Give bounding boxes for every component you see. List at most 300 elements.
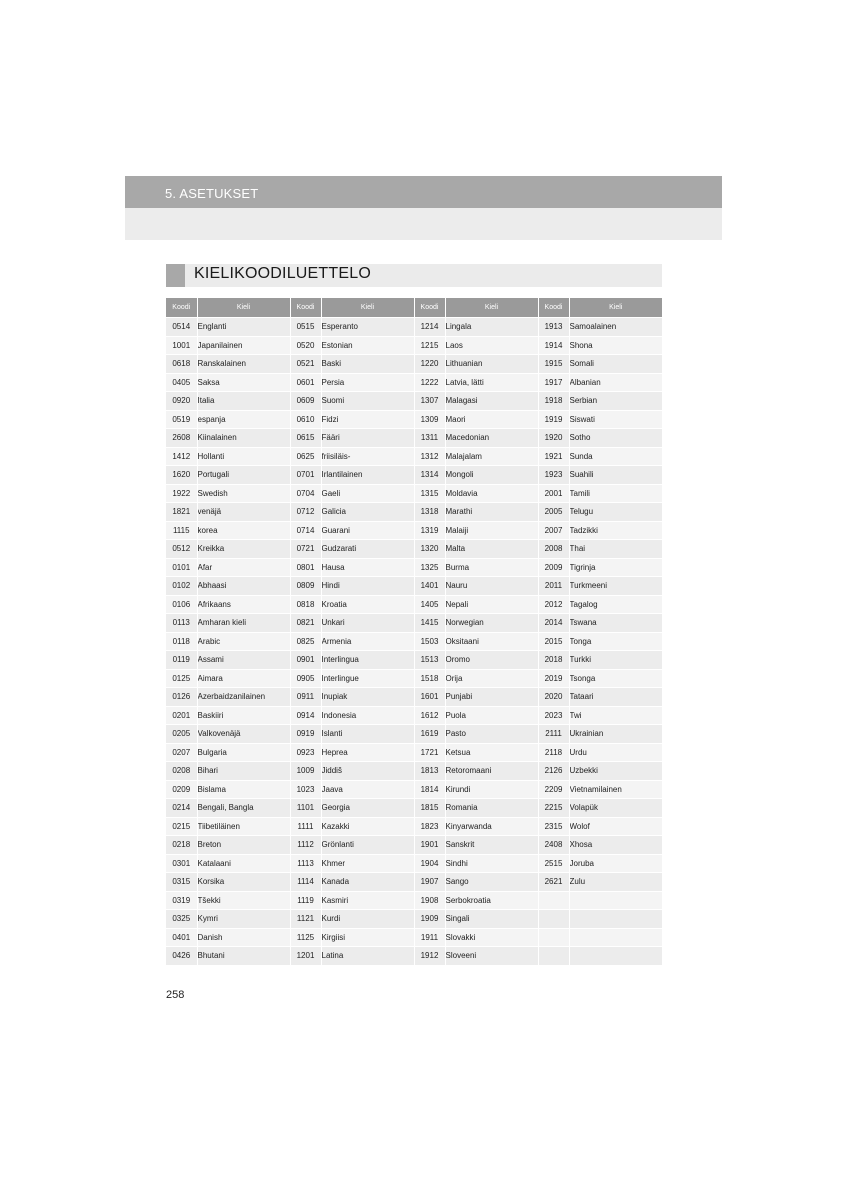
language-name-cell: Georgia [321,799,414,818]
language-name-cell: Hausa [321,558,414,577]
title-marker [166,264,185,287]
language-name-cell: Kasmiri [321,891,414,910]
language-code-cell: 0426 [166,947,197,965]
language-code-cell: 1415 [414,614,445,633]
language-code-cell: 1619 [414,725,445,744]
language-code-cell: 2014 [538,614,569,633]
language-name-cell: Fidzi [321,410,414,429]
language-code-cell: 1201 [290,947,321,965]
table-row [166,651,662,670]
language-code-cell: 2608 [166,429,197,448]
language-name-cell: Irlantilainen [321,466,414,485]
language-code-cell: 0209 [166,780,197,799]
language-name-cell: Kurdi [321,910,414,929]
language-code-cell: 1911 [414,928,445,947]
language-code-cell: 1601 [414,688,445,707]
table-row [166,373,662,392]
language-name-cell: Breton [197,836,290,855]
language-name-cell: Malta [445,540,538,559]
language-name-cell: Persia [321,373,414,392]
language-name-cell: Sotho [569,429,662,448]
language-code-cell: 0901 [290,651,321,670]
language-code-cell: 1904 [414,854,445,873]
table-row [166,706,662,725]
language-name-cell: Burma [445,558,538,577]
language-name-cell: Kinyarwanda [445,817,538,836]
language-code-cell: 1311 [414,429,445,448]
language-name-cell: Kreikka [197,540,290,559]
language-name-cell: Pasto [445,725,538,744]
language-name-cell: Tsonga [569,669,662,688]
table-header-row [166,298,662,318]
language-code-cell: 0521 [290,355,321,374]
table-row [166,577,662,596]
table-row [166,688,662,707]
language-code-cell: 0405 [166,373,197,392]
language-name-cell: Kymri [197,910,290,929]
language-name-cell: Inupiak [321,688,414,707]
table-row [166,503,662,522]
language-name-cell: Tadzikki [569,521,662,540]
language-code-cell: 1923 [538,466,569,485]
language-name-cell: Bhutani [197,947,290,965]
language-code-cell: 1315 [414,484,445,503]
language-code-cell: 1214 [414,318,445,337]
language-name-cell: Englanti [197,318,290,337]
language-code-cell: 1001 [166,336,197,355]
language-name-cell: Malagasi [445,392,538,411]
table-row [166,540,662,559]
language-code-cell: 0919 [290,725,321,744]
language-name-cell: Swedish [197,484,290,503]
language-code-cell: 2515 [538,854,569,873]
table-row [166,318,662,337]
language-code-cell: 2621 [538,873,569,892]
language-code-cell: 0401 [166,928,197,947]
language-name-cell: venäjä [197,503,290,522]
column-header: Koodi [414,298,445,318]
language-code-cell: 2018 [538,651,569,670]
language-name-cell: Oksitaani [445,632,538,651]
language-code-cell: 2015 [538,632,569,651]
language-name-cell: Armenia [321,632,414,651]
language-name-cell: Vietnamilainen [569,780,662,799]
language-name-cell: Sindhi [445,854,538,873]
language-name-cell: Thai [569,540,662,559]
language-name-cell: Maori [445,410,538,429]
language-name-cell: Heprea [321,743,414,762]
language-code-cell: 1901 [414,836,445,855]
language-name-cell: Tonga [569,632,662,651]
language-name-cell: Indonesia [321,706,414,725]
language-name-cell: Oromo [445,651,538,670]
language-code-cell: 0905 [290,669,321,688]
language-name-cell: Jaava [321,780,414,799]
language-name-cell: Turkki [569,651,662,670]
table-row [166,725,662,744]
table-row [166,873,662,892]
language-code-cell: 0625 [290,447,321,466]
language-code-cell: 0914 [290,706,321,725]
language-code-cell: 0809 [290,577,321,596]
language-code-cell: 1307 [414,392,445,411]
language-name-cell: Sanskrit [445,836,538,855]
language-name-cell: Lithuanian [445,355,538,374]
column-header: Kieli [197,298,290,318]
language-code-cell: 0315 [166,873,197,892]
language-code-cell: 1325 [414,558,445,577]
column-header: Kieli [445,298,538,318]
language-name-cell [569,947,662,965]
language-name-cell: Malajalam [445,447,538,466]
language-name-cell: Kroatia [321,595,414,614]
language-code-cell: 0821 [290,614,321,633]
language-name-cell: espanja [197,410,290,429]
language-code-cell: 1620 [166,466,197,485]
language-code-cell: 2118 [538,743,569,762]
language-code-cell: 0113 [166,614,197,633]
language-code-cell: 0118 [166,632,197,651]
language-code-cell: 1908 [414,891,445,910]
language-code-cell: 0923 [290,743,321,762]
language-code-cell: 2007 [538,521,569,540]
language-code-cell: 2019 [538,669,569,688]
language-code-cell: 1513 [414,651,445,670]
language-code-cell: 2012 [538,595,569,614]
language-name-cell: Shona [569,336,662,355]
language-name-cell: Samoalainen [569,318,662,337]
language-name-cell: Italia [197,392,290,411]
language-name-cell: Serbian [569,392,662,411]
language-name-cell: Kanada [321,873,414,892]
language-code-cell: 1115 [166,521,197,540]
language-name-cell: Macedonian [445,429,538,448]
table-row [166,743,662,762]
language-name-cell: Tšekki [197,891,290,910]
table-row [166,910,662,929]
language-name-cell: Fääri [321,429,414,448]
language-name-cell: Xhosa [569,836,662,855]
language-name-cell: Norwegian [445,614,538,633]
language-code-cell: 1318 [414,503,445,522]
language-code-cell: 1921 [538,447,569,466]
language-name-cell: Gaeli [321,484,414,503]
language-name-cell: Azerbaidzanilainen [197,688,290,707]
language-code-cell: 0601 [290,373,321,392]
language-name-cell: Korsika [197,873,290,892]
language-code-cell: 1220 [414,355,445,374]
language-code-cell: 0125 [166,669,197,688]
language-name-cell: Albanian [569,373,662,392]
language-name-cell: Afar [197,558,290,577]
language-name-cell: Guarani [321,521,414,540]
language-name-cell [569,910,662,929]
language-code-cell: 0704 [290,484,321,503]
language-name-cell: Danish [197,928,290,947]
language-code-cell: 0714 [290,521,321,540]
language-name-cell: Twi [569,706,662,725]
language-name-cell: Wolof [569,817,662,836]
language-name-cell: Tigrinja [569,558,662,577]
language-code-cell: 1913 [538,318,569,337]
table-row [166,854,662,873]
table-row [166,392,662,411]
language-name-cell: Baski [321,355,414,374]
page-number: 258 [166,989,185,1001]
language-code-cell: 0101 [166,558,197,577]
language-name-cell: Bulgaria [197,743,290,762]
language-code-cell: 2126 [538,762,569,781]
language-name-cell: Sloveeni [445,947,538,965]
language-code-cell: 1114 [290,873,321,892]
language-code-cell: 2215 [538,799,569,818]
language-name-cell: Katalaani [197,854,290,873]
language-code-cell: 1612 [414,706,445,725]
language-name-cell: Bihari [197,762,290,781]
column-header: Kieli [569,298,662,318]
language-code-cell: 0207 [166,743,197,762]
language-name-cell: Gudzarati [321,540,414,559]
language-code-cell [538,947,569,965]
language-name-cell [569,928,662,947]
language-name-cell: Joruba [569,854,662,873]
table-row [166,614,662,633]
column-header: Koodi [290,298,321,318]
language-name-cell: Siswati [569,410,662,429]
language-name-cell: Telugu [569,503,662,522]
language-code-cell: 2005 [538,503,569,522]
language-code-cell: 2408 [538,836,569,855]
language-code-cell: 1721 [414,743,445,762]
language-name-cell: Baskiiri [197,706,290,725]
language-name-cell: Singali [445,910,538,929]
table-row [166,521,662,540]
language-code-cell: 0520 [290,336,321,355]
language-code-cell: 1915 [538,355,569,374]
language-code-cell: 2009 [538,558,569,577]
language-code-cell: 0325 [166,910,197,929]
language-name-cell: korea [197,521,290,540]
language-code-cell: 2001 [538,484,569,503]
language-name-cell: Estonian [321,336,414,355]
language-code-cell: 1215 [414,336,445,355]
language-code-cell: 1121 [290,910,321,929]
table-row [166,780,662,799]
language-code-cell: 2008 [538,540,569,559]
table-row [166,762,662,781]
language-code-cell: 0610 [290,410,321,429]
language-code-cell: 1401 [414,577,445,596]
language-code-cell: 2023 [538,706,569,725]
language-name-cell: Lingala [445,318,538,337]
table-row [166,817,662,836]
language-code-cell: 0818 [290,595,321,614]
language-code-cell: 1101 [290,799,321,818]
language-name-cell: Kirundi [445,780,538,799]
table-row [166,484,662,503]
table-row [166,891,662,910]
language-name-cell: Zulu [569,873,662,892]
language-name-cell: friisiläis- [321,447,414,466]
table-row [166,447,662,466]
language-code-cell: 0721 [290,540,321,559]
language-code-cell: 0106 [166,595,197,614]
language-code-cell: 1309 [414,410,445,429]
table-row [166,336,662,355]
table-row [166,466,662,485]
language-code-cell: 1917 [538,373,569,392]
language-name-cell: Bislama [197,780,290,799]
language-code-cell: 0514 [166,318,197,337]
language-name-cell: Kiinalainen [197,429,290,448]
language-code-cell: 1405 [414,595,445,614]
language-code-cell: 1314 [414,466,445,485]
language-code-cell: 1914 [538,336,569,355]
column-header: Kieli [321,298,414,318]
language-name-cell: Suahili [569,466,662,485]
language-code-cell: 1312 [414,447,445,466]
language-code-table [166,298,662,965]
language-name-cell: Nepali [445,595,538,614]
language-code-cell: 1111 [290,817,321,836]
language-code-cell: 0615 [290,429,321,448]
language-code-cell: 0911 [290,688,321,707]
language-code-cell: 1412 [166,447,197,466]
language-name-cell: Kazakki [321,817,414,836]
language-name-cell: Sunda [569,447,662,466]
language-code-cell: 1319 [414,521,445,540]
language-name-cell: Malaiji [445,521,538,540]
language-name-cell: Uzbekki [569,762,662,781]
language-name-cell: Slovakki [445,928,538,947]
language-code-cell: 0319 [166,891,197,910]
language-code-cell: 1112 [290,836,321,855]
language-code-cell [538,910,569,929]
language-name-cell: Latvia, lätti [445,373,538,392]
language-code-cell: 1922 [166,484,197,503]
language-code-cell: 0515 [290,318,321,337]
language-name-cell: Japanilainen [197,336,290,355]
section-header [125,176,722,208]
table-row [166,947,662,965]
language-name-cell: Valkovenäjä [197,725,290,744]
language-name-cell: Moldavia [445,484,538,503]
language-code-cell: 0920 [166,392,197,411]
language-name-cell: Tiibetiläinen [197,817,290,836]
table-row [166,595,662,614]
page-title-bar [166,264,662,287]
language-name-cell: Hindi [321,577,414,596]
section-title: 5. ASETUKSET [165,186,259,201]
table-row [166,928,662,947]
language-name-cell: Tswana [569,614,662,633]
language-code-cell: 1320 [414,540,445,559]
language-code-cell: 1823 [414,817,445,836]
language-name-cell: Kirgiisi [321,928,414,947]
table-row [166,632,662,651]
language-code-cell: 0215 [166,817,197,836]
language-code-cell: 1909 [414,910,445,929]
language-name-cell: Laos [445,336,538,355]
language-name-cell: Urdu [569,743,662,762]
table-row [166,836,662,855]
language-code-cell: 0205 [166,725,197,744]
language-name-cell: Amharan kieli [197,614,290,633]
language-code-cell: 1920 [538,429,569,448]
column-header: Koodi [538,298,569,318]
table-row [166,558,662,577]
language-code-cell [538,891,569,910]
table-row [166,410,662,429]
language-name-cell: Romania [445,799,538,818]
language-code-cell: 1814 [414,780,445,799]
language-name-cell: Tamili [569,484,662,503]
language-name-cell: Sango [445,873,538,892]
language-code-cell: 0609 [290,392,321,411]
page-title: KIELIKOODILUETTELO [194,265,371,282]
language-code-cell: 1119 [290,891,321,910]
language-code-cell: 2315 [538,817,569,836]
language-code-cell: 1518 [414,669,445,688]
language-name-cell: Interlingua [321,651,414,670]
language-name-cell: Afrikaans [197,595,290,614]
language-code-cell: 1023 [290,780,321,799]
language-code-cell: 1125 [290,928,321,947]
language-code-cell: 0801 [290,558,321,577]
language-code-cell: 0301 [166,854,197,873]
language-code-cell: 2209 [538,780,569,799]
language-name-cell: Punjabi [445,688,538,707]
language-name-cell: Ranskalainen [197,355,290,374]
language-name-cell: Arabic [197,632,290,651]
language-name-cell: Jiddiš [321,762,414,781]
language-code-cell: 1907 [414,873,445,892]
language-code-cell: 1918 [538,392,569,411]
language-code-cell: 0701 [290,466,321,485]
language-code-cell: 0519 [166,410,197,429]
language-name-cell: Serbokroatia [445,891,538,910]
language-name-cell: Somali [569,355,662,374]
language-name-cell: Turkmeeni [569,577,662,596]
table-row [166,355,662,374]
language-name-cell: Assami [197,651,290,670]
language-code-cell: 1813 [414,762,445,781]
language-name-cell: Hollanti [197,447,290,466]
language-code-cell: 1919 [538,410,569,429]
language-name-cell [569,891,662,910]
language-name-cell: Esperanto [321,318,414,337]
section-header-band [125,208,722,240]
column-header: Koodi [166,298,197,318]
language-code-cell: 0825 [290,632,321,651]
language-name-cell: Marathi [445,503,538,522]
language-code-cell: 1009 [290,762,321,781]
language-name-cell: Retoromaani [445,762,538,781]
language-code-cell: 0618 [166,355,197,374]
table-row [166,799,662,818]
language-code-cell: 1912 [414,947,445,965]
language-code-cell: 0208 [166,762,197,781]
language-name-cell: Grönlanti [321,836,414,855]
language-code-cell: 0712 [290,503,321,522]
language-name-cell: Orija [445,669,538,688]
language-code-cell: 2020 [538,688,569,707]
language-name-cell: Puola [445,706,538,725]
language-code-cell: 0119 [166,651,197,670]
language-name-cell: Tataari [569,688,662,707]
language-code-cell: 1113 [290,854,321,873]
language-name-cell: Galicia [321,503,414,522]
